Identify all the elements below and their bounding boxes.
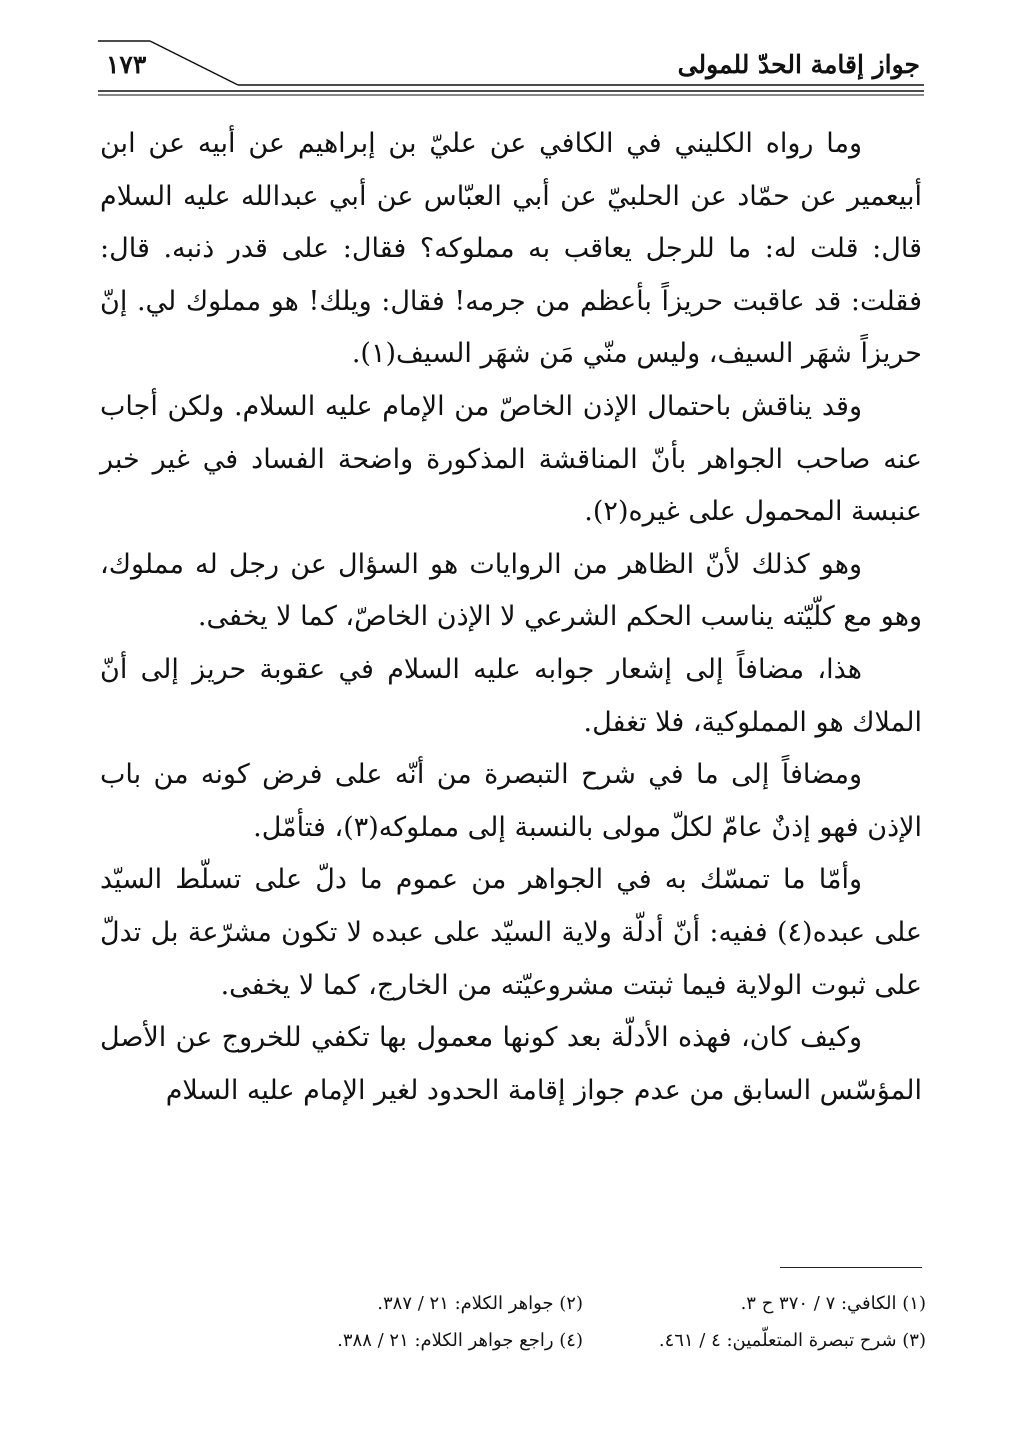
main-text xyxy=(100,118,922,1117)
paragraph: وأمّا ما تمسّك به في الجواهر من عموم ما دلّ على تسلّط السيّد على عبده(٤) ففيه: أنّ أدلّة ولاية السيّد على عبده لا تكون مشرّعة بل تدلّ على ثبوت الولاية فيما ثبتت مشروعيّته من الخارج، كما لا يخفى. xyxy=(100,864,922,1001)
paragraph: وهو كذلك لأنّ الظاهر من الروايات هو السؤال عن رجل له مملوك، وهو مع كلّيّته يناسب الحكم الشرعي لا الإذن الخاصّ، كما لا يخفى. xyxy=(100,548,922,633)
footnote-row xyxy=(240,1322,926,1359)
footnote: (٤) راجع جواهر الكلام: ٢١ / ٣٨٨. xyxy=(337,1330,583,1351)
footnotes xyxy=(240,1285,926,1359)
paragraph: وما رواه الكليني في الكافي عن عليّ بن إبراهيم عن أبيه عن ابن أبيعمير عن حمّاد عن الحلبيّ عن أبي العبّاس عن أبي عبدالله عليه السلام قال: قلت له: ما للرجل يعاقب به مملوكه؟ فقال: على قدر ذنبه. قال: فقلت: قد عاقبت حريزاً بأعظم من جرمه! فقال: ويلك! هو مملوك لي. إنّ حريزاً شهَر السيف، وليس منّي مَن شهَر السيف(١). xyxy=(100,128,922,370)
footnote-separator xyxy=(780,1267,922,1268)
paragraph: ومضافاً إلى ما في شرح التبصرة من أنّه على فرض كونه من باب الإذن فهو إذنٌ عامّ لكلّ مولى بالنسبة إلى مملوكه(٣)، فتأمّل. xyxy=(100,759,922,843)
footnote-row xyxy=(240,1285,926,1322)
chapter-title: جواز إقامة الحدّ للمولى xyxy=(677,50,920,79)
page-number: ١٧٣ xyxy=(106,50,147,79)
running-header xyxy=(98,40,924,100)
paragraph: وقد يناقش باحتمال الإذن الخاصّ من الإمام عليه السلام. ولكن أجاب عنه صاحب الجواهر بأنّ المناقشة المذكورة واضحة الفساد في غير خبر عنبسة المحمول على غيره(٢). xyxy=(100,390,922,528)
paragraph: هذا، مضافاً إلى إشعار جوابه عليه السلام في عقوبة حريز إلى أنّ الملاك هو المملوكية، فلا تغفل. xyxy=(100,653,922,738)
footnote: (٣) شرح تبصرة المتعلّمين: ٤ / ٤٦١. xyxy=(658,1330,926,1351)
footnote: (١) الكافي: ٧ / ٣٧٠ ح ٣. xyxy=(740,1293,926,1314)
paragraph: وكيف كان، فهذه الأدلّة بعد كونها معمول بها تكفي للخروج عن الأصل المؤسّس السابق من عدم جواز إقامة الحدود لغير الإمام عليه السلام xyxy=(100,1022,922,1106)
footnote: (٢) جواهر الكلام: ٢١ / ٣٨٧. xyxy=(377,1293,583,1314)
